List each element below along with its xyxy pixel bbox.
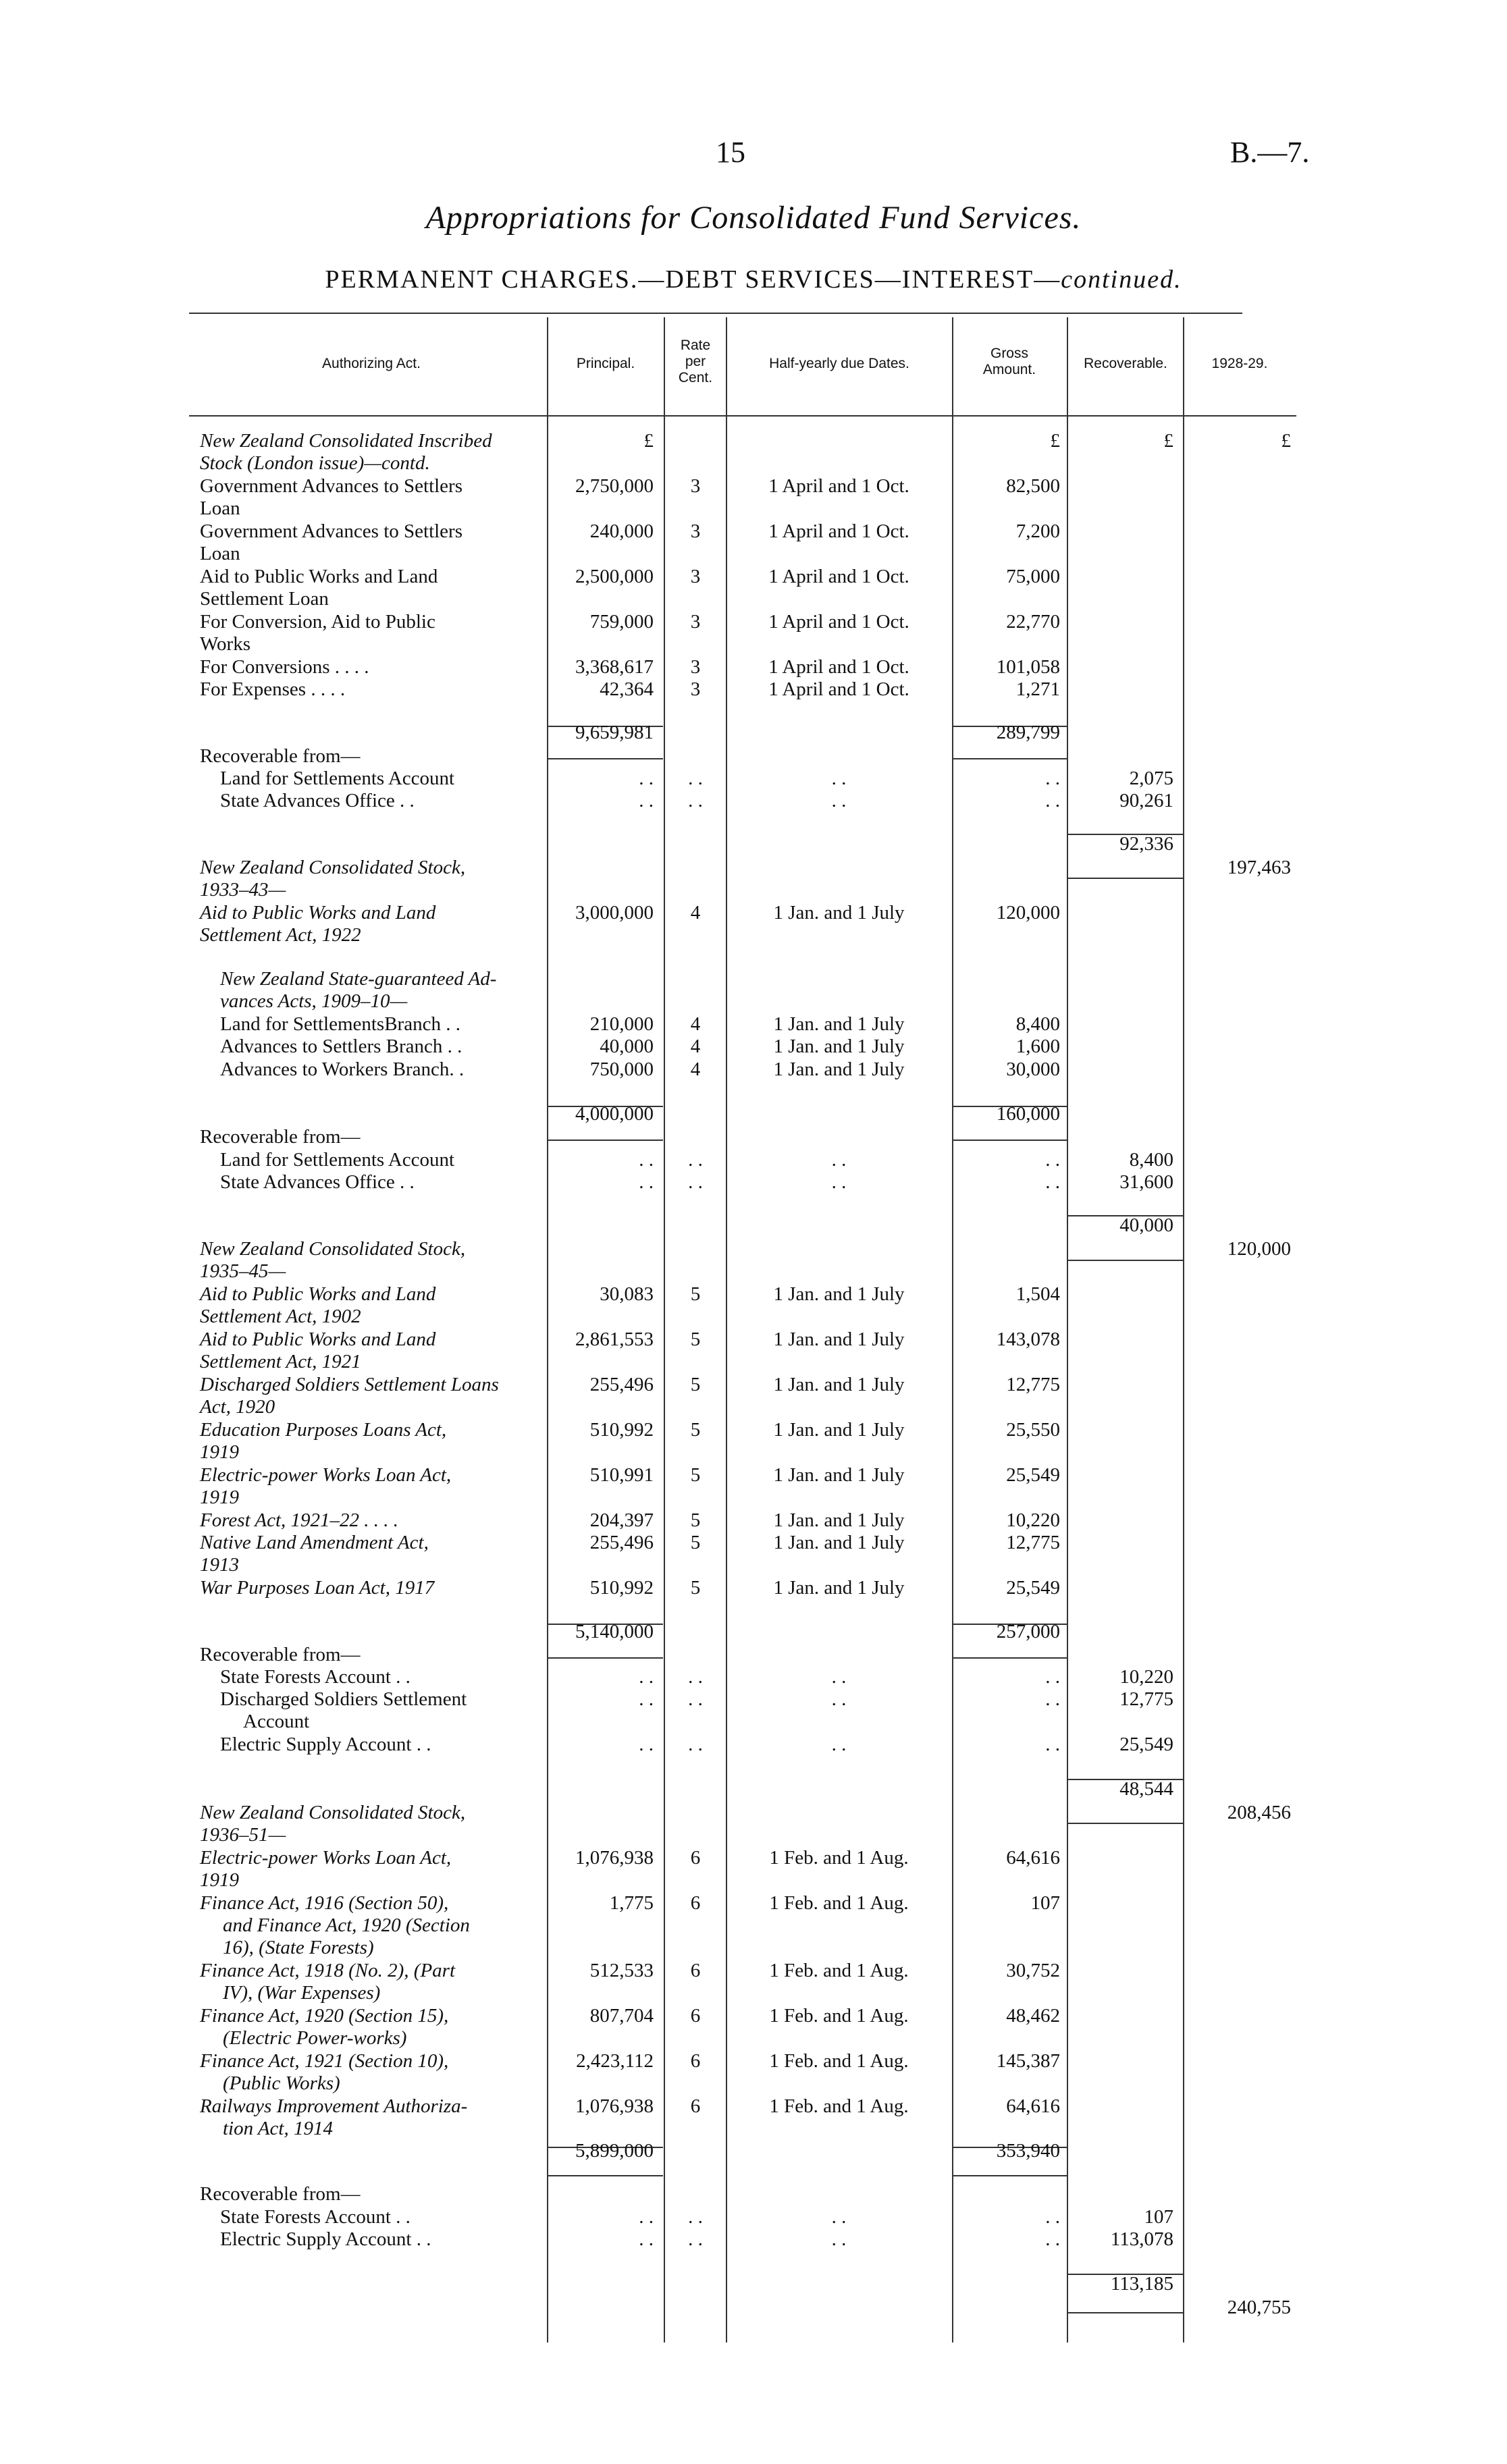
- principal-cell: . .: [639, 2228, 654, 2250]
- principal-cell: 510,991: [589, 1464, 654, 1486]
- document-reference: B.—7.: [1230, 136, 1310, 169]
- recoverable-cell: 2,075: [1129, 768, 1173, 789]
- rate-cell: 5: [690, 1329, 701, 1350]
- act-cell: IV), (War Expenses): [223, 1982, 381, 2004]
- act-cell: State Forests Account . .: [220, 2206, 411, 2228]
- act-cell: Aid to Public Works and Land: [200, 902, 436, 923]
- act-cell: Finance Act, 1916 (Section 50),: [200, 1892, 449, 1914]
- gross-amount-cell: . .: [1045, 768, 1060, 789]
- due-dates-cell: 1 Feb. and 1 Aug.: [769, 2005, 909, 2027]
- due-dates-cell: 1 Jan. and 1 July: [773, 1059, 905, 1080]
- gross-amount-cell: 7,200: [1015, 520, 1060, 542]
- column-rule: [1067, 317, 1068, 2342]
- due-dates-cell: 1 Jan. and 1 July: [773, 1509, 905, 1531]
- act-cell: For Conversion, Aid to Public: [200, 611, 435, 633]
- due-dates-cell: 1 April and 1 Oct.: [768, 520, 909, 542]
- act-cell: Works: [200, 633, 250, 655]
- act-cell: State Advances Office . .: [220, 790, 415, 811]
- gross-amount-cell: 8,400: [1015, 1013, 1060, 1035]
- due-dates-cell: 1 Jan. and 1 July: [773, 1374, 905, 1395]
- col-header-gross: Gross Amount.: [982, 346, 1036, 377]
- recoverable-cell: 113,185: [1110, 2273, 1173, 2295]
- due-dates-cell: . .: [831, 1171, 847, 1193]
- table-top-rule: [189, 313, 1242, 314]
- principal-cell: . .: [639, 1688, 654, 1710]
- gross-amount-cell: 64,616: [1006, 2095, 1060, 2117]
- act-cell: Advances to Settlers Branch . .: [220, 1036, 462, 1057]
- principal-cell: . .: [639, 2206, 654, 2228]
- subtotal-rule: [953, 1657, 1067, 1659]
- recoverable-cell: 92,336: [1119, 833, 1173, 855]
- col-header-year: 1928-29.: [1211, 356, 1268, 371]
- recoverable-cell: 48,544: [1119, 1778, 1173, 1800]
- principal-cell: 5,899,000: [575, 2140, 654, 2162]
- act-cell: Native Land Amendment Act,: [200, 1532, 429, 1553]
- act-cell: (Electric Power-works): [223, 2027, 407, 2049]
- act-cell: 1933–43—: [200, 879, 286, 901]
- rate-cell: 3: [690, 566, 701, 587]
- principal-cell: 510,992: [589, 1419, 654, 1441]
- act-cell: Discharged Soldiers Settlement: [220, 1688, 467, 1710]
- act-cell: Recoverable from—: [200, 1126, 361, 1148]
- page-title: Appropriations for Consolidated Fund Services.: [425, 200, 1082, 236]
- principal-cell: 5,140,000: [575, 1621, 654, 1642]
- year-total-cell: 240,755: [1227, 2297, 1291, 2318]
- gross-amount-cell: . .: [1045, 1171, 1060, 1193]
- due-dates-cell: 1 April and 1 Oct.: [768, 656, 909, 678]
- column-rule: [952, 317, 953, 2342]
- recoverable-cell: 90,261: [1119, 790, 1173, 811]
- principal-cell: 1,775: [609, 1892, 654, 1914]
- rate-cell: 5: [690, 1283, 701, 1305]
- gross-amount-cell: 107: [1030, 1892, 1060, 1914]
- principal-cell: . .: [639, 768, 654, 789]
- act-cell: 1936–51—: [200, 1824, 286, 1846]
- due-dates-cell: 1 April and 1 Oct.: [768, 678, 909, 700]
- section-subtitle: [0, 265, 1507, 294]
- gross-amount-cell: 30,752: [1006, 1960, 1060, 1981]
- gross-amount-cell: . .: [1045, 790, 1060, 811]
- principal-cell: 2,861,553: [575, 1329, 654, 1350]
- act-cell: For Conversions . . . .: [200, 656, 369, 678]
- act-cell: Education Purposes Loans Act,: [200, 1419, 447, 1441]
- act-cell: New Zealand Consolidated Stock,: [200, 1238, 466, 1260]
- act-cell: Government Advances to Settlers: [200, 520, 462, 542]
- rate-cell: 4: [690, 1059, 701, 1080]
- act-cell: Aid to Public Works and Land: [200, 566, 438, 587]
- act-cell: tion Act, 1914: [223, 2118, 333, 2139]
- gross-amount-cell: 10,220: [1006, 1509, 1060, 1531]
- rate-cell: 5: [690, 1464, 701, 1486]
- col-header-rate: Rate per Cent.: [678, 338, 713, 385]
- due-dates-cell: 1 April and 1 Oct.: [768, 566, 909, 587]
- principal-cell: 1,076,938: [575, 2095, 654, 2117]
- year-total-cell: 197,463: [1227, 857, 1291, 878]
- principal-cell: 3,368,617: [575, 656, 654, 678]
- page-number: 15: [716, 136, 745, 169]
- act-cell: 16), (State Forests): [223, 1937, 374, 1958]
- subtitle-continued: continued.: [1061, 265, 1182, 294]
- due-dates-cell: 1 Jan. and 1 July: [773, 902, 905, 923]
- recoverable-cell: £: [1163, 430, 1173, 452]
- act-cell: Settlement Loan: [200, 588, 329, 610]
- col-header-act: Authorizing Act.: [322, 356, 421, 371]
- act-cell: (Public Works): [223, 2072, 340, 2094]
- subtotal-rule: [1068, 1823, 1183, 1824]
- due-dates-cell: 1 Jan. and 1 July: [773, 1464, 905, 1486]
- act-cell: and Finance Act, 1920 (Section: [223, 1914, 470, 1936]
- act-cell: Finance Act, 1918 (No. 2), (Part: [200, 1960, 456, 1981]
- rate-cell: . .: [688, 768, 703, 789]
- subtotal-rule: [1068, 2312, 1183, 2313]
- act-cell: Land for Settlements Account: [220, 1149, 455, 1171]
- col-header-due: Half-yearly due Dates.: [769, 356, 909, 371]
- act-cell: Electric-power Works Loan Act,: [200, 1464, 452, 1486]
- principal-cell: 210,000: [589, 1013, 654, 1035]
- rate-cell: 6: [690, 1847, 701, 1869]
- gross-amount-cell: 64,616: [1006, 1847, 1060, 1869]
- principal-cell: 2,500,000: [575, 566, 654, 587]
- act-cell: Loan: [200, 498, 240, 519]
- act-cell: 1919: [200, 1441, 239, 1463]
- due-dates-cell: 1 Feb. and 1 Aug.: [769, 2095, 909, 2117]
- gross-amount-cell: 353,940: [996, 2140, 1060, 2162]
- rate-cell: 6: [690, 2005, 701, 2027]
- act-cell: Settlement Act, 1902: [200, 1306, 361, 1327]
- principal-cell: 510,992: [589, 1577, 654, 1599]
- rate-cell: . .: [688, 1171, 703, 1193]
- recoverable-cell: 31,600: [1119, 1171, 1173, 1193]
- gross-amount-cell: 22,770: [1006, 611, 1060, 633]
- rate-cell: 5: [690, 1419, 701, 1441]
- year-total-cell: £: [1281, 430, 1291, 452]
- gross-amount-cell: 1,271: [1015, 678, 1060, 700]
- act-cell: Discharged Soldiers Settlement Loans: [200, 1374, 499, 1395]
- principal-cell: 40,000: [600, 1036, 654, 1057]
- principal-cell: 512,533: [589, 1960, 654, 1981]
- rate-cell: 5: [690, 1532, 701, 1553]
- gross-amount-cell: 25,549: [1006, 1577, 1060, 1599]
- gross-amount-cell: 143,078: [996, 1329, 1060, 1350]
- gross-amount-cell: 1,504: [1015, 1283, 1060, 1305]
- rate-cell: 4: [690, 1013, 701, 1035]
- recoverable-cell: 40,000: [1119, 1214, 1173, 1236]
- due-dates-cell: 1 Jan. and 1 July: [773, 1419, 905, 1441]
- gross-amount-cell: 12,775: [1006, 1532, 1060, 1553]
- principal-cell: . .: [639, 1149, 654, 1171]
- subtotal-rule: [953, 1140, 1067, 1141]
- subtotal-rule: [953, 2175, 1067, 2176]
- gross-amount-cell: . .: [1045, 2206, 1060, 2228]
- act-cell: Recoverable from—: [200, 745, 361, 767]
- act-cell: Advances to Workers Branch. .: [220, 1059, 465, 1080]
- column-rule: [664, 317, 665, 2342]
- gross-amount-cell: 160,000: [996, 1103, 1060, 1125]
- due-dates-cell: 1 Feb. and 1 Aug.: [769, 1960, 909, 1981]
- gross-amount-cell: 25,550: [1006, 1419, 1060, 1441]
- due-dates-cell: 1 April and 1 Oct.: [768, 475, 909, 497]
- act-cell: New Zealand Consolidated Stock,: [200, 857, 466, 878]
- due-dates-cell: 1 Feb. and 1 Aug.: [769, 1892, 909, 1914]
- rate-cell: 6: [690, 2050, 701, 2072]
- act-cell: 1919: [200, 1869, 239, 1891]
- rate-cell: . .: [688, 2206, 703, 2228]
- principal-cell: 759,000: [589, 611, 654, 633]
- due-dates-cell: 1 Jan. and 1 July: [773, 1283, 905, 1305]
- rate-cell: 5: [690, 1374, 701, 1395]
- act-cell: Loan: [200, 543, 240, 564]
- principal-cell: 1,076,938: [575, 1847, 654, 1869]
- principal-cell: 3,000,000: [575, 902, 654, 923]
- rate-cell: . .: [688, 1666, 703, 1688]
- rate-cell: 3: [690, 475, 701, 497]
- recoverable-cell: 113,078: [1110, 2228, 1173, 2250]
- rate-cell: . .: [688, 1734, 703, 1755]
- gross-amount-cell: 101,058: [996, 656, 1060, 678]
- principal-cell: 255,496: [589, 1532, 654, 1553]
- recoverable-cell: 25,549: [1119, 1734, 1173, 1755]
- act-cell: State Advances Office . .: [220, 1171, 415, 1193]
- principal-cell: 255,496: [589, 1374, 654, 1395]
- principal-cell: 2,750,000: [575, 475, 654, 497]
- gross-amount-cell: 48,462: [1006, 2005, 1060, 2027]
- table-header-rule: [189, 415, 1296, 417]
- gross-amount-cell: . .: [1045, 1666, 1060, 1688]
- principal-cell: . .: [639, 1734, 654, 1755]
- act-cell: Stock (London issue)—contd.: [200, 452, 430, 474]
- subtotal-rule: [1068, 1260, 1183, 1261]
- due-dates-cell: . .: [831, 2206, 847, 2228]
- gross-amount-cell: 120,000: [996, 902, 1060, 923]
- rate-cell: . .: [688, 1688, 703, 1710]
- rate-cell: . .: [688, 790, 703, 811]
- recoverable-cell: 10,220: [1119, 1666, 1173, 1688]
- gross-amount-cell: 145,387: [996, 2050, 1060, 2072]
- principal-cell: . .: [639, 790, 654, 811]
- principal-cell: . .: [639, 1666, 654, 1688]
- gross-amount-cell: 289,799: [996, 722, 1060, 743]
- gross-amount-cell: . .: [1045, 1734, 1060, 1755]
- gross-amount-cell: 1,600: [1015, 1036, 1060, 1057]
- rate-cell: 3: [690, 678, 701, 700]
- principal-cell: 807,704: [589, 2005, 654, 2027]
- due-dates-cell: . .: [831, 790, 847, 811]
- due-dates-cell: 1 Jan. and 1 July: [773, 1532, 905, 1553]
- rate-cell: 5: [690, 1509, 701, 1531]
- act-cell: vances Acts, 1909–10—: [220, 990, 408, 1012]
- gross-amount-cell: 25,549: [1006, 1464, 1060, 1486]
- due-dates-cell: . .: [831, 1149, 847, 1171]
- subtotal-rule: [548, 1657, 663, 1659]
- principal-cell: 9,659,981: [575, 722, 654, 743]
- act-cell: Aid to Public Works and Land: [200, 1329, 436, 1350]
- rate-cell: 4: [690, 1036, 701, 1057]
- rate-cell: 3: [690, 611, 701, 633]
- due-dates-cell: 1 Jan. and 1 July: [773, 1329, 905, 1350]
- act-cell: Forest Act, 1921–22 . . . .: [200, 1509, 399, 1531]
- principal-cell: 2,423,112: [576, 2050, 654, 2072]
- principal-cell: 240,000: [589, 520, 654, 542]
- subtitle-main: PERMANENT CHARGES.—DEBT SERVICES—INTEREST—: [325, 265, 1061, 294]
- year-total-cell: 120,000: [1227, 1238, 1291, 1260]
- act-cell: New Zealand Consolidated Stock,: [200, 1802, 466, 1823]
- gross-amount-cell: 30,000: [1006, 1059, 1060, 1080]
- rate-cell: 3: [690, 656, 701, 678]
- principal-cell: . .: [639, 1171, 654, 1193]
- rate-cell: . .: [688, 1149, 703, 1171]
- principal-cell: 750,000: [589, 1059, 654, 1080]
- due-dates-cell: 1 April and 1 Oct.: [768, 611, 909, 633]
- due-dates-cell: 1 Feb. and 1 Aug.: [769, 2050, 909, 2072]
- due-dates-cell: 1 Jan. and 1 July: [773, 1036, 905, 1057]
- rate-cell: 6: [690, 2095, 701, 2117]
- act-cell: Account: [243, 1711, 310, 1732]
- act-cell: Land for SettlementsBranch . .: [220, 1013, 460, 1035]
- subtotal-rule: [548, 1140, 663, 1141]
- act-cell: Electric Supply Account . .: [220, 2228, 431, 2250]
- rate-cell: 6: [690, 1960, 701, 1981]
- act-cell: State Forests Account . .: [220, 1666, 411, 1688]
- principal-cell: 30,083: [600, 1283, 654, 1305]
- rate-cell: 3: [690, 520, 701, 542]
- act-cell: Recoverable from—: [200, 1644, 361, 1665]
- act-cell: Settlement Act, 1921: [200, 1351, 361, 1372]
- gross-amount-cell: £: [1050, 430, 1060, 452]
- gross-amount-cell: . .: [1045, 1149, 1060, 1171]
- subtotal-rule: [548, 2175, 663, 2176]
- col-header-recoverable: Recoverable.: [1084, 356, 1167, 371]
- act-cell: Government Advances to Settlers: [200, 475, 462, 497]
- act-cell: War Purposes Loan Act, 1917: [200, 1577, 435, 1599]
- gross-amount-cell: 257,000: [996, 1621, 1060, 1642]
- act-cell: Recoverable from—: [200, 2183, 361, 2205]
- act-cell: New Zealand State-guaranteed Ad-: [220, 968, 497, 990]
- act-cell: 1913: [200, 1554, 239, 1576]
- act-cell: Finance Act, 1921 (Section 10),: [200, 2050, 449, 2072]
- gross-amount-cell: 75,000: [1006, 566, 1060, 587]
- subtotal-rule: [953, 758, 1067, 759]
- subtotal-rule: [1068, 878, 1183, 879]
- year-total-cell: 208,456: [1227, 1802, 1291, 1823]
- gross-amount-cell: . .: [1045, 1688, 1060, 1710]
- due-dates-cell: . .: [831, 1734, 847, 1755]
- gross-amount-cell: 12,775: [1006, 1374, 1060, 1395]
- principal-cell: 4,000,000: [575, 1103, 654, 1125]
- due-dates-cell: . .: [831, 1688, 847, 1710]
- gross-amount-cell: 82,500: [1006, 475, 1060, 497]
- rate-cell: . .: [688, 2228, 703, 2250]
- recoverable-cell: 12,775: [1119, 1688, 1173, 1710]
- rate-cell: 4: [690, 902, 701, 923]
- act-cell: Act, 1920: [200, 1396, 275, 1418]
- gross-amount-cell: . .: [1045, 2228, 1060, 2250]
- act-cell: Electric Supply Account . .: [220, 1734, 431, 1755]
- act-cell: Land for Settlements Account: [220, 768, 455, 789]
- subtotal-rule: [548, 758, 663, 759]
- due-dates-cell: . .: [831, 768, 847, 789]
- due-dates-cell: 1 Feb. and 1 Aug.: [769, 1847, 909, 1869]
- recoverable-cell: 8,400: [1129, 1149, 1173, 1171]
- act-cell: For Expenses . . . .: [200, 678, 346, 700]
- act-cell: Settlement Act, 1922: [200, 924, 361, 946]
- act-cell: Electric-power Works Loan Act,: [200, 1847, 452, 1869]
- principal-cell: 204,397: [589, 1509, 654, 1531]
- column-rule: [1183, 317, 1184, 2342]
- principal-cell: £: [643, 430, 654, 452]
- principal-cell: 42,364: [600, 678, 654, 700]
- due-dates-cell: 1 Jan. and 1 July: [773, 1013, 905, 1035]
- recoverable-cell: 107: [1144, 2206, 1173, 2228]
- rate-cell: 5: [690, 1577, 701, 1599]
- act-cell: Railways Improvement Authoriza-: [200, 2095, 468, 2117]
- act-cell: Finance Act, 1920 (Section 15),: [200, 2005, 449, 2027]
- rate-cell: 6: [690, 1892, 701, 1914]
- col-header-principal: Principal.: [576, 356, 635, 371]
- due-dates-cell: 1 Jan. and 1 July: [773, 1577, 905, 1599]
- act-cell: Aid to Public Works and Land: [200, 1283, 436, 1305]
- act-cell: 1935–45—: [200, 1260, 286, 1282]
- act-cell: 1919: [200, 1487, 239, 1508]
- act-cell: New Zealand Consolidated Inscribed: [200, 430, 492, 452]
- due-dates-cell: . .: [831, 1666, 847, 1688]
- due-dates-cell: . .: [831, 2228, 847, 2250]
